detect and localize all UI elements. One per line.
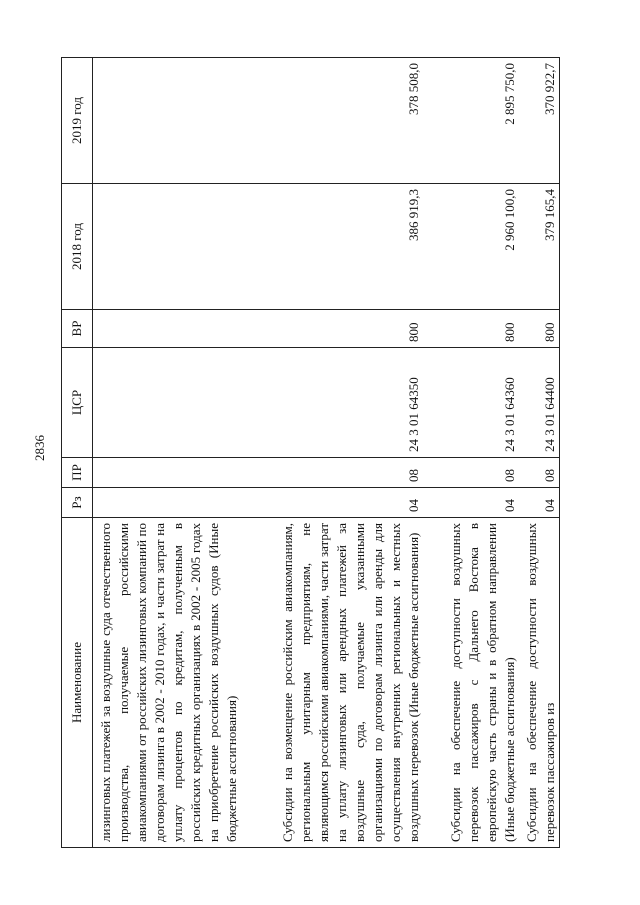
row-name: Субсидии на обеспечение доступности воздушных перевозок пассажиров с Дальнего Востока в европейскую часть страны и в обратном направлении (Иные бюджетные ассигнования): [423, 518, 519, 848]
rotated-sheet: [61, 58, 592, 848]
row-csr: 24 3 01 64400: [519, 348, 560, 458]
row-csr: 24 3 01 64360: [423, 348, 519, 458]
row-vr: 800: [241, 310, 423, 348]
row-2019: 378 508,0: [241, 58, 423, 184]
row-vr: 800: [423, 310, 519, 348]
row-pr: 08: [519, 458, 560, 488]
row-name: Субсидии на возмещение российским авиакомпаниям, региональным унитарным предприятиям, не являющимся российскими авиакомпаниями, части затрат на уплату лизинговых или арендных платежей за воздушные суда, получаемые указанными организациями по договорам лизинга или аренды для осуществления внутренних региональных и местных воздушных перевозок (Иные бюджетные ассигнования): [241, 518, 423, 848]
row-2019: 2 895 750,0: [423, 58, 519, 184]
header-csr: ЦСР: [62, 348, 93, 458]
budget-table: [61, 57, 560, 848]
header-pr: ПР: [62, 458, 93, 488]
page-number: 2836: [32, 435, 47, 461]
table-frame: [61, 58, 592, 848]
row-2018: 386 919,3: [241, 184, 423, 310]
header-vr: ВР: [62, 310, 93, 348]
table-row: [241, 58, 423, 848]
header-2019: 2019 год: [62, 58, 93, 184]
row-2019: [93, 58, 242, 184]
row-vr: [93, 310, 242, 348]
row-2019: 370 922,7: [519, 58, 560, 184]
header-rz: Рз: [62, 488, 93, 518]
row-vr: 800: [519, 310, 560, 348]
row-rz: 04: [241, 488, 423, 518]
table-row: [519, 58, 560, 848]
row-name: лизинговых платежей за воздушные суда отечественного производства, получаемые российскими авиакомпаниями от российских лизинговых компаний по договорам лизинга в 2002 - 2010 годах, и части затрат на уплату процентов по кредитам, полученным в российских кредитных организациях в 2002 - 2005 годах на приобретение российских воздушных судов (Иные бюджетные ассигнования): [93, 518, 242, 848]
row-rz: 04: [423, 488, 519, 518]
table-row: [423, 58, 519, 848]
header-row: [62, 58, 93, 848]
row-2018: [93, 184, 242, 310]
row-2018: 379 165,4: [519, 184, 560, 310]
row-pr: 08: [241, 458, 423, 488]
row-csr: [93, 348, 242, 458]
row-pr: [93, 458, 242, 488]
header-name: Наименование: [62, 518, 93, 848]
row-csr: 24 3 01 64350: [241, 348, 423, 458]
row-pr: 08: [423, 458, 519, 488]
table-row: [93, 58, 242, 848]
row-2018: 2 960 100,0: [423, 184, 519, 310]
row-rz: 04: [519, 488, 560, 518]
row-rz: [93, 488, 242, 518]
row-name: Субсидии на обеспечение доступности воздушных перевозок пассажиров из: [519, 518, 560, 848]
header-2018: 2018 год: [62, 184, 93, 310]
